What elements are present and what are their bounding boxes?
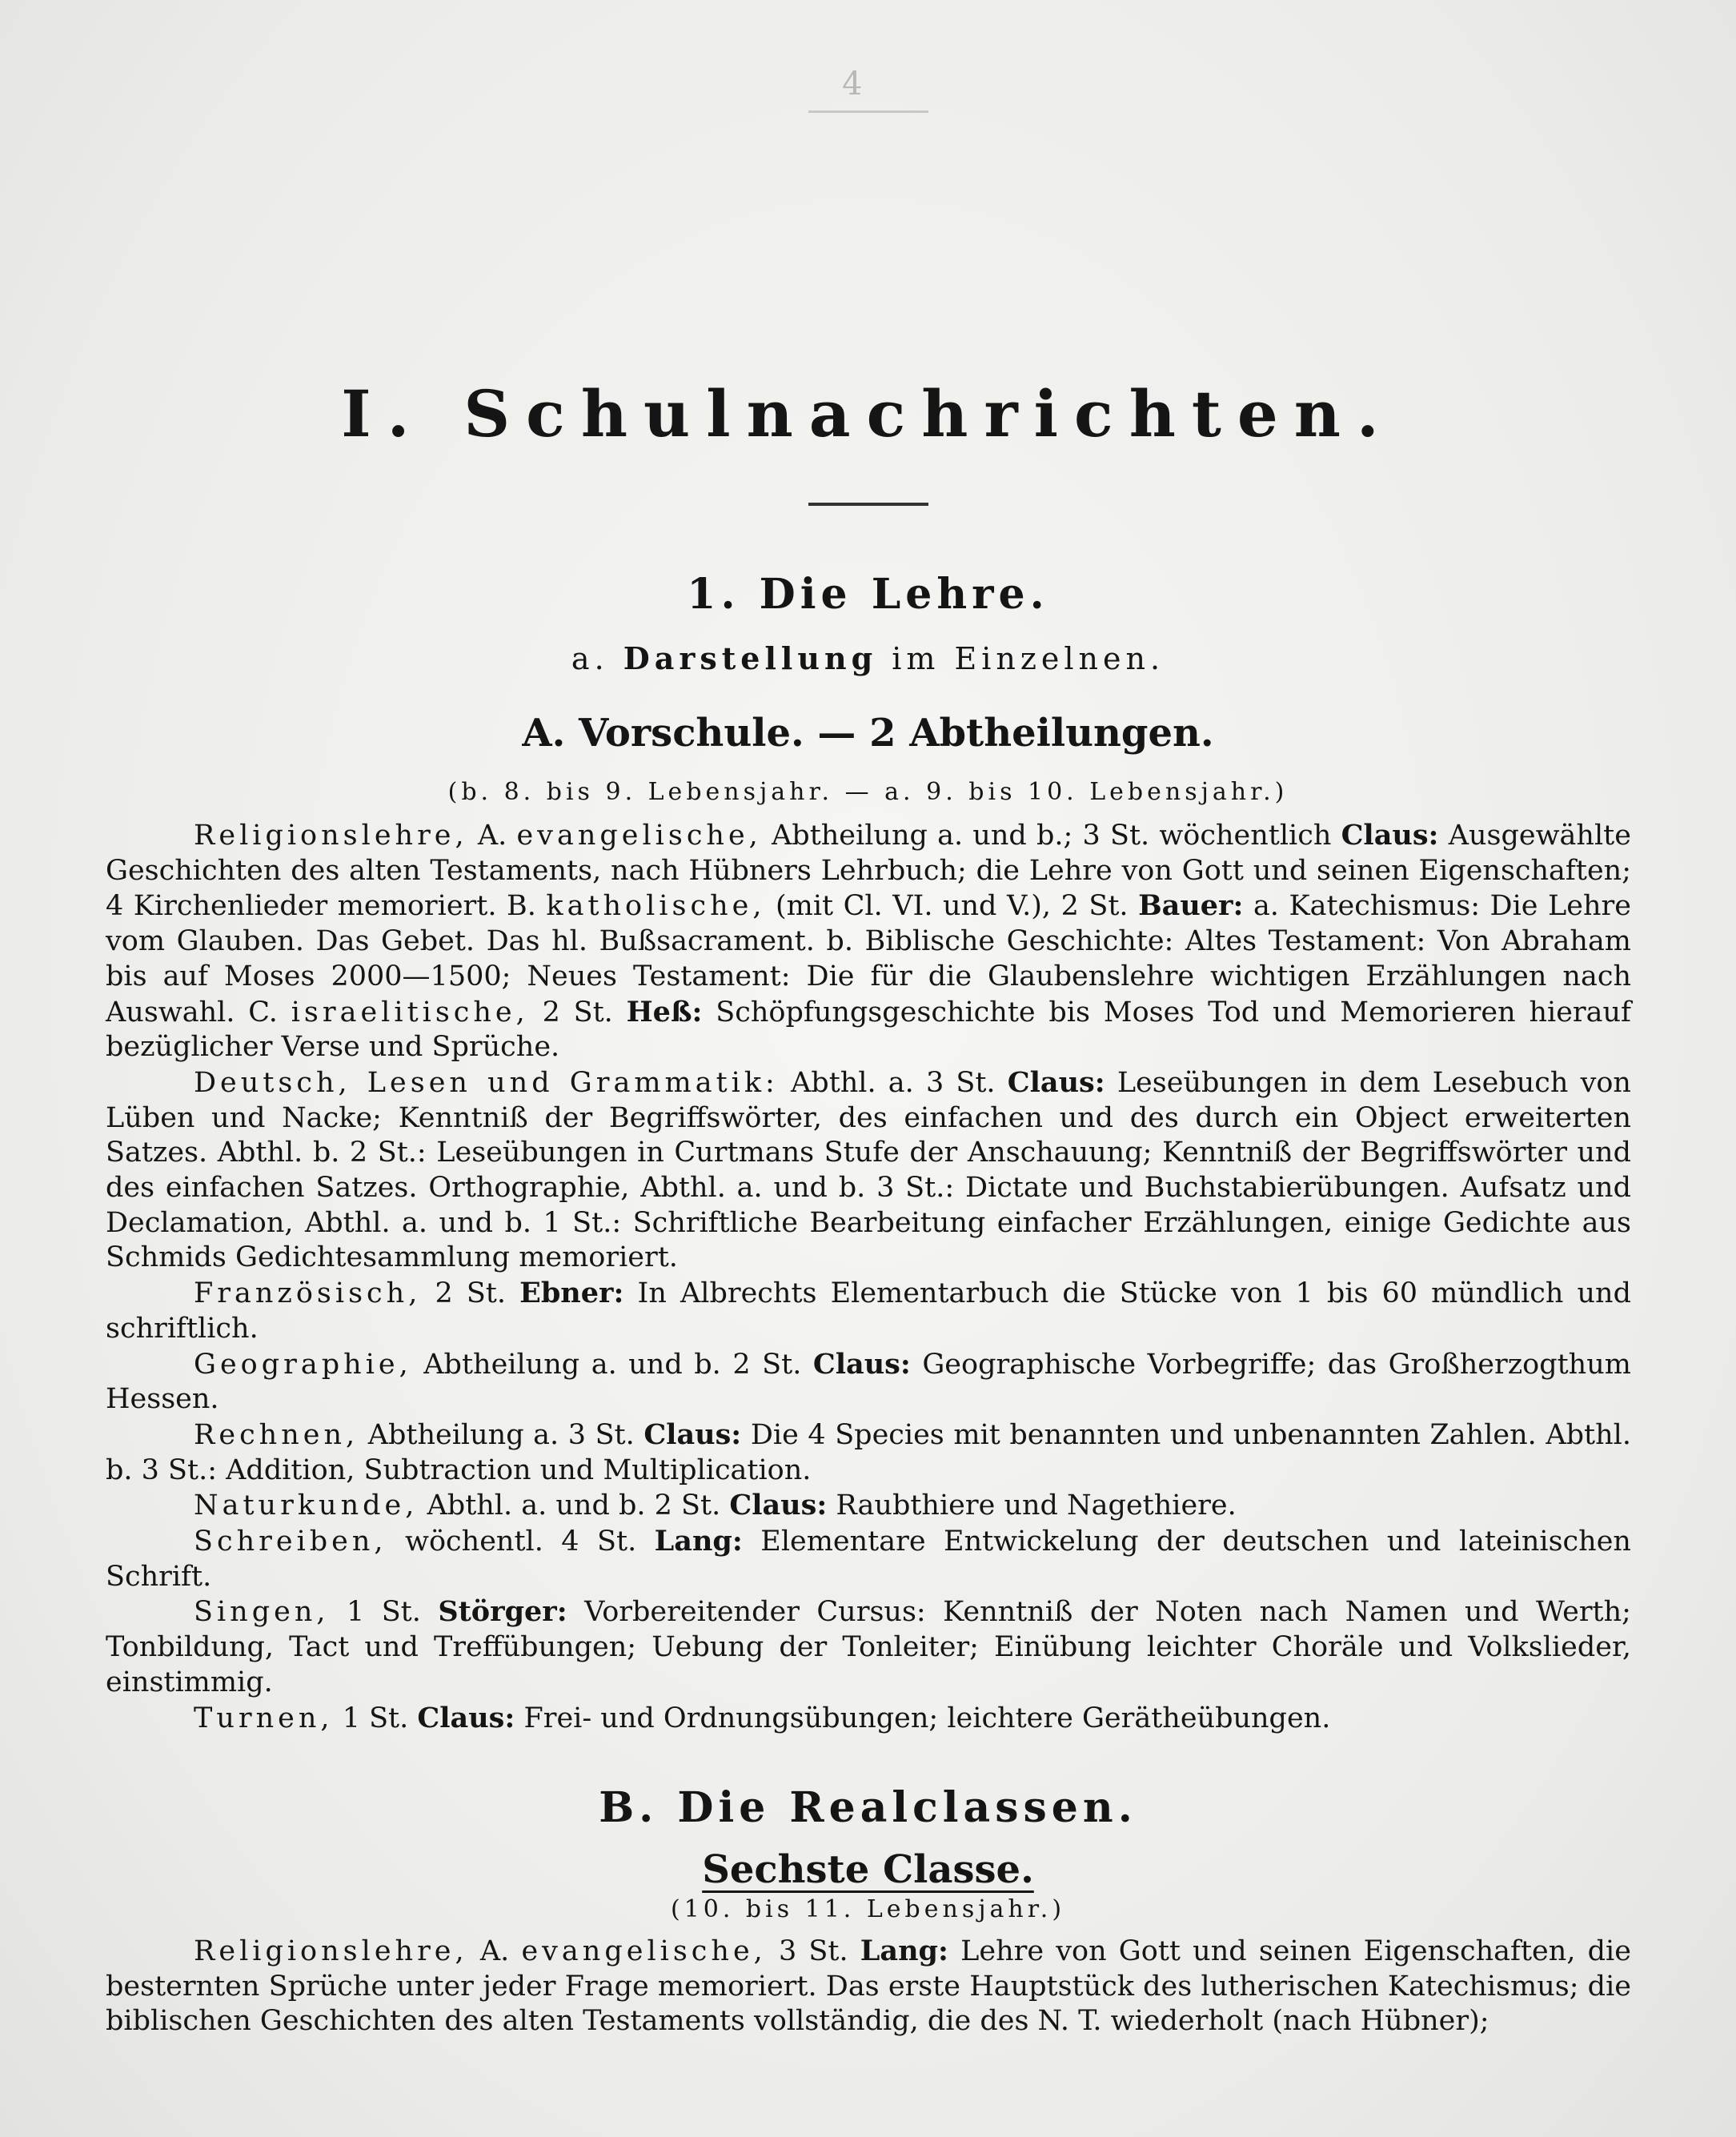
paragraph-turnen: Turnen, 1 St. Claus: Frei- und Ordnungsübungen; leichtere Geräthеübungen. (194, 1701, 1331, 1734)
teacher-name: Bauer: (1138, 889, 1244, 923)
paragraph-rechnen: Rechnen, Abtheilung a. 3 St. Claus: Die 4 Species mit benannten und unbenannten Zahlen. Abthl. b. 3 St.: Addition, Subtraction und Multiplication. (106, 1417, 1631, 1486)
teacher-name: Störger: (438, 1595, 567, 1629)
paragraph-franzoesisch: Französisch, 2 St. Ebner: In Albrechts Elementarbuch die Stücke von 1 bis 60 mündlich und schriftlich. (106, 1277, 1631, 1345)
paragraph-naturkunde: Naturkunde, Abthl. a. und b. 2 St. Claus: Raubthiere und Nagethiere. (194, 1489, 1237, 1522)
paragraph-religion: Religionslehre, A. evangelische, Abtheilung a. und b.; 3 St. wöchentlich Claus: Ausgewählte Geschichten des alten Testaments, nach Hübners Lehrbuch; die Lehre von Gott und seinen Eigenschaften; 4 Kirchenlieder memoriert. B. katholische, (mit Cl. VI. und V.), 2 St. Bauer: a. Katechismus: Die Lehre vom Glauben. Das Gebet. Das hl. Bußsacrament. b. Biblische Geschichte: Altes Testament: Von Abraham bis auf Moses 2000—1500; Neues Testament: Die für die Glaubenslehre wichtigen Erzählungen nach Auswahl. C. israelitische, 2 St. Heß: Schöpfungsgeschichte bis Moses Tod und Memorieren hierauf bezüglicher Verse und Sprüche. (106, 819, 1631, 1064)
main-heading: I. Schulnachrichten. (341, 376, 1395, 451)
paragraph-deutsch: Deutsch, Lesen und Grammatik: Abthl. a. 3 St. Claus: Leseübungen in dem Lesebuch von Lüben und Nacke; Kenntniß der Begriffswörter, des einfachen und des durch ein Object erweiterten Satzes. Abthl. b. 2 St.: Leseübungen in Curtmans Stufe der Anschauung; Kenntniß der Begriffswörter und des einfachen Satzes. Orthographie, Abthl. a. und b. 3 St.: Dictate und Buchstabierübungen. Aufsatz und Declamation, Abthl. a. und b. 1 St.: Schriftliche Bearbeitung einfacher Erzählungen, einige Gedichte aus Schmids Gedichtesammlung memoriert. (106, 1065, 1631, 1274)
section-1-subheading (0, 640, 1736, 676)
vorschule-heading: A. Vorschule. — 2 Abtheilungen. (522, 711, 1214, 756)
vorschule-ages: (b. 8. bis 9. Lebensjahr. — a. 9. bis 10. Lebensjahr.) (447, 778, 1289, 806)
teacher-name: Claus: (812, 1347, 911, 1381)
subheading-rest: im Einzelnen. (892, 641, 1165, 676)
teacher-name: Heß: (626, 995, 703, 1028)
teacher-name: Claus: (417, 1701, 515, 1734)
sechste-heading: Sechste Classe. (702, 1847, 1034, 1892)
vorschule-body (106, 818, 1631, 1736)
sechste-ages: (10. bis 11. Lebensjahr.) (670, 1895, 1066, 1923)
realclassen-heading: B. Die Realclassen. (599, 1783, 1137, 1832)
page-number: 4 (842, 66, 863, 102)
teacher-name: Claus: (1007, 1065, 1105, 1099)
subheading-prefix: a. (571, 641, 609, 676)
page-number-rule (808, 110, 928, 113)
teacher-name: Claus: (1341, 819, 1439, 852)
paragraph-geographie: Geographie, Abtheilung a. und b. 2 St. Claus: Geographische Vorbegriffe; das Großherzogthum Hessen. (106, 1347, 1631, 1416)
teacher-name: Claus: (643, 1417, 742, 1451)
sechste-heading-wrap (0, 1847, 1736, 1892)
section-1-heading: 1. Die Lehre. (687, 570, 1049, 619)
main-heading-rule (808, 503, 928, 506)
paragraph-schreiben: Schreiben, wöchentl. 4 St. Lang: Elementare Entwickelung der deutschen und lateinischen Schrift. (106, 1525, 1631, 1593)
sechste-body (106, 1934, 1631, 2039)
paragraph-sechste-religion: Religionslehre, A. evangelische, 3 St. Lang: Lehre von Gott und seinen Eigenschaften, die besterntеn Sprüche unter jeder Frage memoriert. Das erste Hauptstück des lutherischen Katechismus; die biblischen Geschichten des alten Testaments vollständig, die des N. T. wiederholt (nach Hübner); (106, 1935, 1631, 2038)
teacher-name: Ebner: (519, 1277, 624, 1310)
teacher-name: Lang: (654, 1525, 743, 1558)
subheading-spaced-word: Darstellung (623, 640, 878, 676)
teacher-name: Claus: (729, 1489, 828, 1522)
paragraph-singen: Singen, 1 St. Störger: Vorbereitender Cursus: Kenntniß der Noten nach Namen und Werth; Tonbildung, Tact und Treffübungen; Uebung der Tonleiter; Einübung leichter Choräle und Volkslieder, einstimmig. (106, 1595, 1631, 1698)
teacher-name: Lang: (860, 1935, 948, 1967)
